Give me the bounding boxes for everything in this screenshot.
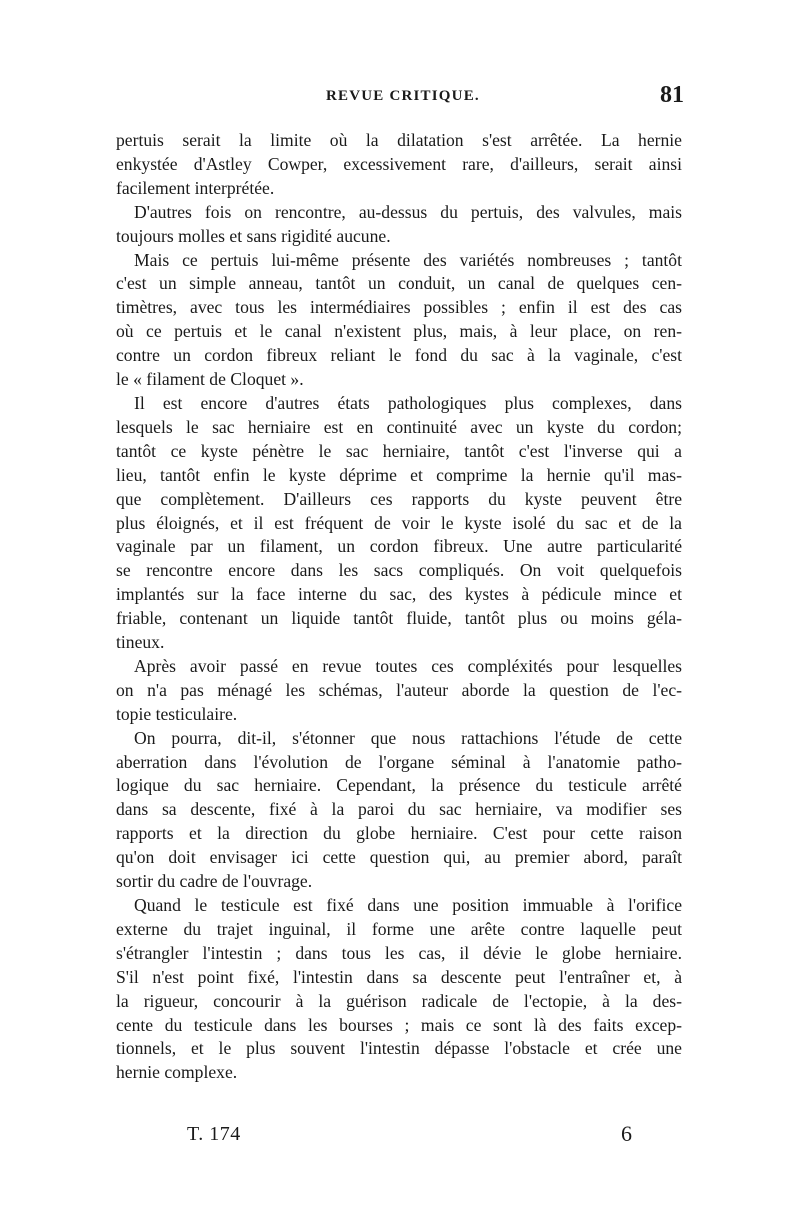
text-line: timètres, avec tous les intermédiaires possibles ; enfin il est des cas <box>116 297 682 318</box>
text-line: sortir du cadre de l'ouvrage. <box>116 871 313 892</box>
running-head: REVUE CRITIQUE. <box>326 88 480 104</box>
text-line: contre un cordon fibreux reliant le fond du sac à la vaginale, c'est <box>116 345 682 366</box>
text-line: cente du testicule dans les bourses ; mais ce sont là des faits excep- <box>116 1014 682 1035</box>
text-line: S'il n'est point fixé, l'intestin dans sa descente peut l'entraîner et, à <box>116 966 682 987</box>
paragraph <box>116 392 682 655</box>
text-line: le « filament de Cloquet ». <box>116 369 304 390</box>
paragraph <box>116 201 682 249</box>
text-line: D'autres fois on rencontre, au-dessus du pertuis, des valvules, mais <box>134 201 682 222</box>
text-line: Il est encore d'autres états pathologiques plus complexes, dans <box>134 392 682 413</box>
text-line: Après avoir passé en revue toutes ces compléxités pour lesquelles <box>134 655 682 676</box>
text-line: s'étrangler l'intestin ; dans tous les cas, il dévie le globe herniaire. <box>116 942 682 963</box>
page-number: 81 <box>660 82 684 108</box>
text-line: se rencontre encore dans les sacs compliqués. On voit quelquefois <box>116 560 682 581</box>
text-line: pertuis serait la limite où la dilatation s'est arrêtée. La hernie <box>116 130 682 150</box>
text-line: la rigueur, concourir à la guérison radicale de l'ectopie, à la des- <box>116 990 682 1011</box>
paragraph <box>116 655 682 727</box>
text-line: dans sa descente, fixé à la paroi du sac herniaire, va modifier ses <box>116 799 682 820</box>
paragraph <box>116 894 682 1085</box>
text-line: qu'on doit envisager ici cette question qui, au premier abord, paraît <box>116 847 682 868</box>
text-line: On pourra, dit-il, s'étonner que nous rattachions l'étude de cette <box>134 727 682 748</box>
text-line: logique du sac herniaire. Cependant, la présence du testicule arrêté <box>116 775 682 796</box>
volume-number: T. 174 <box>187 1123 241 1145</box>
text-line: externe du trajet inguinal, il forme une arête contre laquelle peut <box>116 918 682 939</box>
text-line: rapports et la direction du globe herniaire. C'est pour cette raison <box>116 823 682 844</box>
signature-mark: 6 <box>621 1121 632 1146</box>
text-line: aberration dans l'évolution de l'organe séminal à l'anatomie patho- <box>116 751 682 772</box>
text-line: Mais ce pertuis lui-même présente des variétés nombreuses ; tantôt <box>134 249 682 270</box>
text-line: implantés sur la face interne du sac, des kystes à pédicule mince et <box>116 584 682 605</box>
text-line: vaginale par un filament, un cordon fibreux. Une autre particularité <box>116 536 682 557</box>
text-line: friable, contenant un liquide tantôt fluide, tantôt plus ou moins géla- <box>116 608 682 629</box>
text-line: on n'a pas ménagé les schémas, l'auteur aborde la question de l'ec- <box>116 679 682 700</box>
text-line: que complètement. D'ailleurs ces rapports du kyste peuvent être <box>116 488 682 509</box>
text-line: lesquels le sac herniaire est en continuité avec un kyste du cordon; <box>116 416 682 437</box>
text-line: hernie complexe. <box>116 1062 238 1083</box>
text-line: c'est un simple anneau, tantôt un conduit, un canal de quelques cen- <box>116 273 682 294</box>
body-text <box>116 129 682 1085</box>
text-line: topie testiculaire. <box>116 703 238 724</box>
text-line: tionnels, et le plus souvent l'intestin dépasse l'obstacle et crée une <box>116 1038 682 1059</box>
paragraph <box>116 727 682 894</box>
paragraph <box>116 249 682 392</box>
text-line: enkystée d'Astley Cowper, excessivement rare, d'ailleurs, serait ainsi <box>116 153 682 174</box>
text-line: où ce pertuis et le canal n'existent plus, mais, à leur place, on ren- <box>116 321 682 342</box>
text-line: tantôt ce kyste pénètre le sac herniaire, tantôt c'est l'inverse qui a <box>116 440 682 461</box>
text-line: Quand le testicule est fixé dans une position immuable à l'orifice <box>134 895 682 915</box>
text-line: toujours molles et sans rigidité aucune. <box>116 225 391 246</box>
text-line: lieu, tantôt enfin le kyste déprime et comprime la hernie qu'il mas- <box>116 464 682 485</box>
text-line: plus éloignés, et il est fréquent de voir le kyste isolé du sac et de la <box>116 512 682 533</box>
text-line: tineux. <box>116 632 165 653</box>
text-line: facilement interprétée. <box>116 177 275 198</box>
paragraph <box>116 129 682 201</box>
